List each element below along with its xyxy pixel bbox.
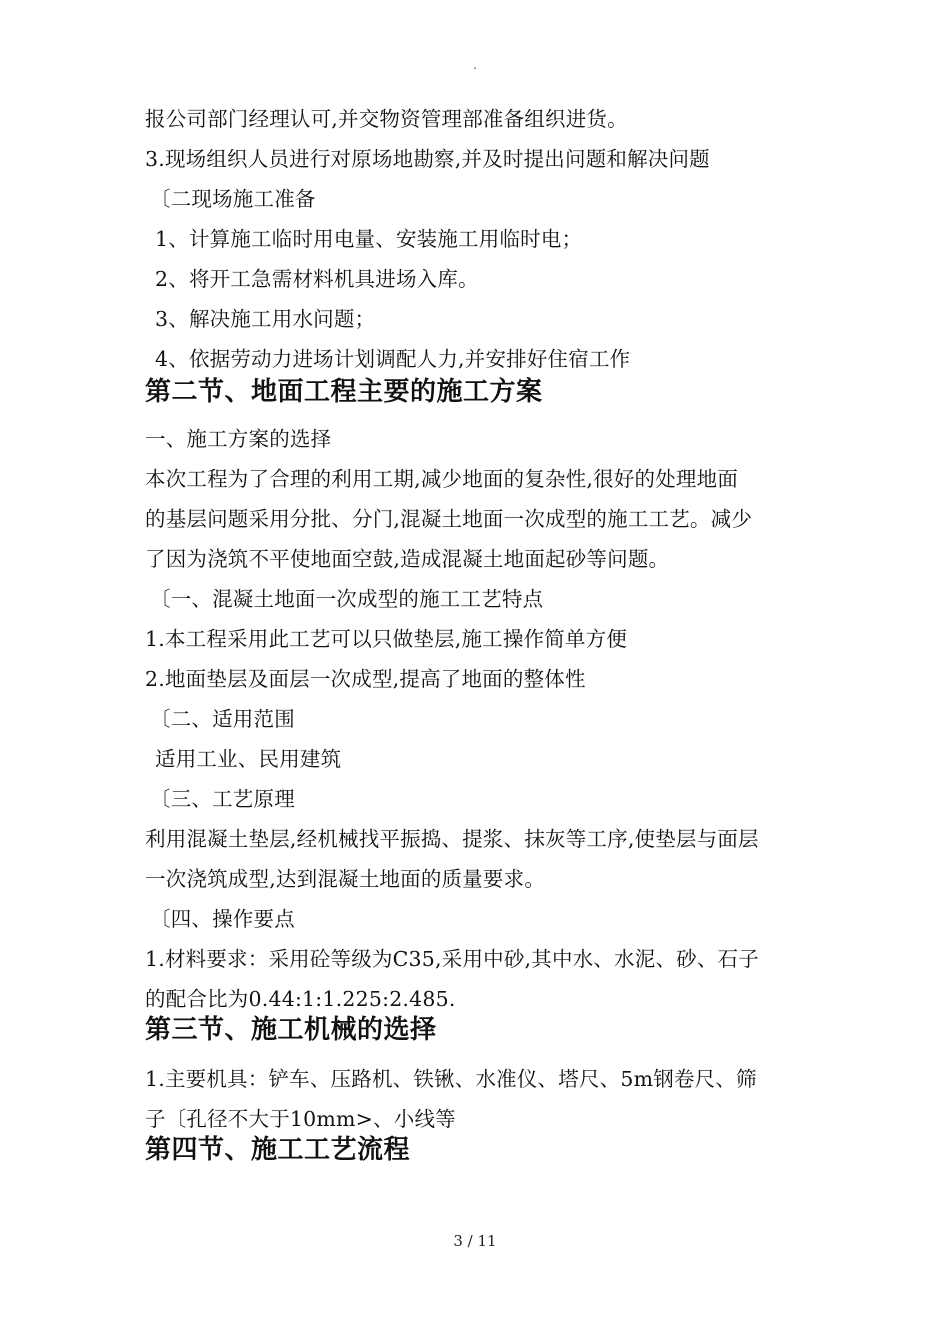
subheading-line: 〔二、适用范围 [150, 707, 295, 731]
section-heading: 第三节、施工机械的选择 [145, 1015, 437, 1045]
body-line: 3.现场组织人员进行对原场地勘察,并及时提出问题和解决问题 [145, 147, 710, 171]
body-line: 一次浇筑成型,达到混凝土地面的质量要求。 [145, 867, 546, 891]
body-line: 的配合比为0.44:1:1.225:2.485. [145, 987, 456, 1011]
body-line: 利用混凝土垫层,经机械找平振捣、提浆、抹灰等工序,使垫层与面层 [145, 827, 759, 851]
page-number: 3 / 11 [453, 1232, 497, 1250]
body-line: 子〔孔径不大于10mm>、小线等 [145, 1107, 456, 1131]
list-item: 2、将开工急需材料机具进场入库。 [155, 267, 479, 291]
subheading-line: 一、施工方案的选择 [145, 427, 332, 451]
body-line: 1.材料要求：采用砼等级为C35,采用中砂,其中水、水泥、砂、石子 [145, 947, 759, 971]
subheading-line: 〔三、工艺原理 [150, 787, 295, 811]
section-heading: 第四节、施工工艺流程 [145, 1135, 411, 1165]
body-line: 适用工业、民用建筑 [155, 747, 342, 771]
list-item: 3、解决施工用水问题； [155, 307, 376, 331]
body-line: 本次工程为了合理的利用工期,减少地面的复杂性,很好的处理地面 [145, 467, 739, 491]
body-line: 1.主要机具：铲车、压路机、铁锹、水准仪、塔尺、5m钢卷尺、筛 [145, 1067, 757, 1091]
section-heading: 第二节、地面工程主要的施工方案 [145, 377, 543, 407]
list-item: 4、依据劳动力进场计划调配人力,并安排好住宿工作 [155, 347, 631, 371]
body-line: 了因为浇筑不平使地面空鼓,造成混凝土地面起砂等问题。 [145, 547, 670, 571]
subheading-line: 〔一、混凝土地面一次成型的施工工艺特点 [150, 587, 544, 611]
header-mark: . [473, 58, 477, 72]
subheading-line: 〔四、操作要点 [150, 907, 295, 931]
body-line: 报公司部门经理认可,并交物资管理部准备组织进货。 [145, 107, 628, 131]
subheading-line: 〔二现场施工准备 [150, 187, 316, 211]
body-line: 2.地面垫层及面层一次成型,提高了地面的整体性 [145, 667, 586, 691]
body-line: 的基层问题采用分批、分门,混凝土地面一次成型的施工工艺。减少 [145, 507, 753, 531]
body-line: 1.本工程采用此工艺可以只做垫层,施工操作简单方便 [145, 627, 628, 651]
list-item: 1、计算施工临时用电量、安装施工用临时电； [155, 227, 583, 251]
